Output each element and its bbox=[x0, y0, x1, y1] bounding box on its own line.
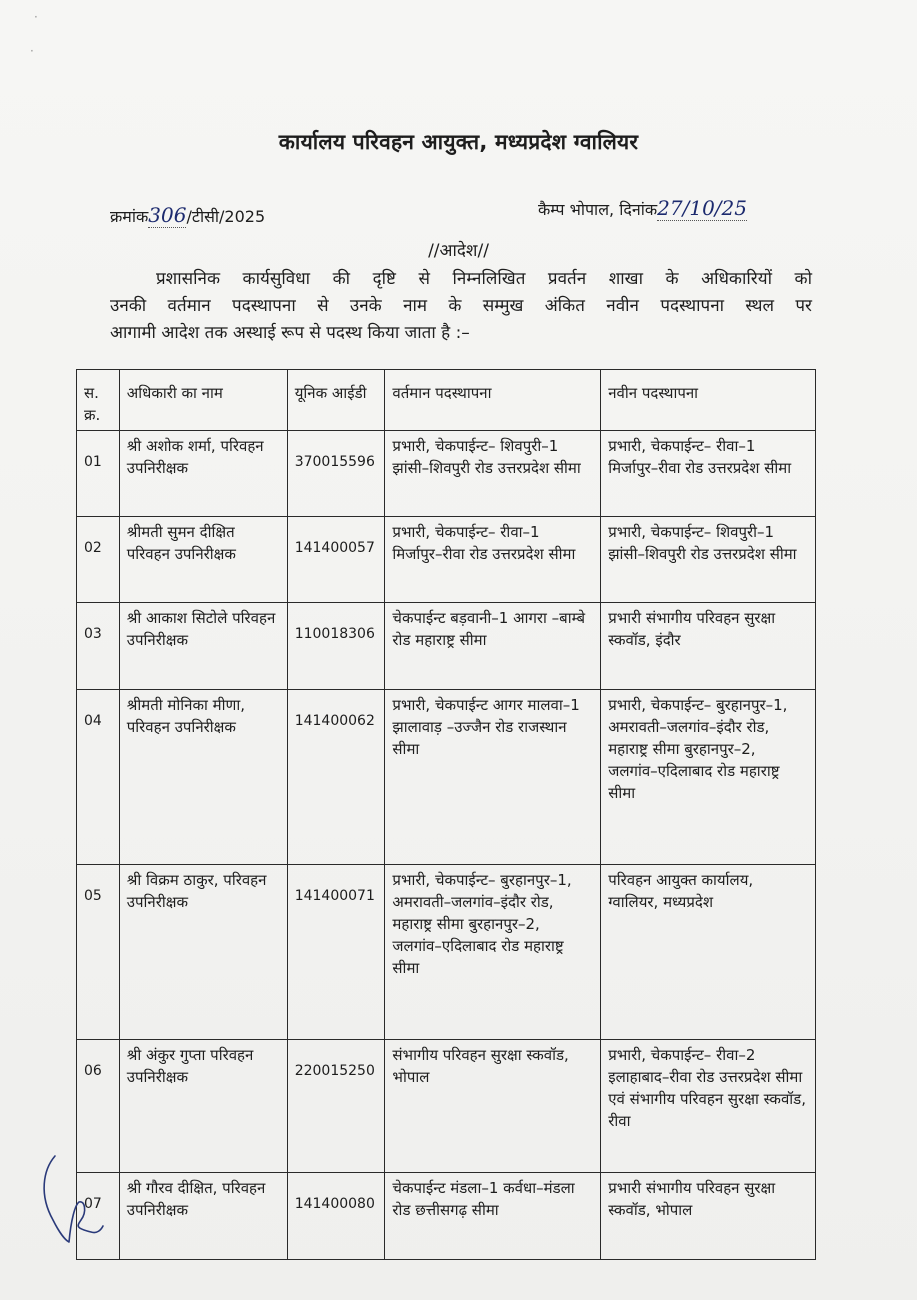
cell-new-posting: प्रभारी संभागीय परिवहन सुरक्षा स्कवॉड, भोपाल bbox=[601, 1173, 816, 1260]
intro-line-3: आगामी आदेश तक अस्थाई रूप से पदस्थ किया जाता है :– bbox=[110, 323, 470, 343]
cell-serial: 05 bbox=[77, 865, 120, 1040]
cell-serial: 03 bbox=[77, 603, 120, 690]
table-row bbox=[77, 865, 816, 1040]
cell-officer-name: श्री अंकुर गुप्ता परिवहन उपनिरीक्षक bbox=[119, 1040, 287, 1173]
header-officer-name: अधिकारी का नाम bbox=[119, 370, 287, 431]
cell-unique-id: 220015250 bbox=[287, 1040, 385, 1173]
camp-date bbox=[538, 196, 747, 220]
cell-current-posting: चेकपाईन्ट बड़वानी–1 आगरा –बाम्बे रोड महाराष्ट्र सीमा bbox=[385, 603, 601, 690]
order-heading: //आदेश// bbox=[428, 241, 489, 261]
cell-new-posting: परिवहन आयुक्त कार्यालय, ग्वालियर, मध्यप्रदेश bbox=[601, 865, 816, 1040]
cell-officer-name: श्री गौरव दीक्षित, परिवहन उपनिरीक्षक bbox=[119, 1173, 287, 1260]
cell-unique-id: 141400071 bbox=[287, 865, 385, 1040]
table-row bbox=[77, 603, 816, 690]
cell-new-posting: प्रभारी संभागीय परिवहन सुरक्षा स्कवॉड, इंदौर bbox=[601, 603, 816, 690]
handwritten-signature bbox=[35, 1150, 105, 1245]
cell-current-posting: संभागीय परिवहन सुरक्षा स्कवॉड, भोपाल bbox=[385, 1040, 601, 1173]
ref-suffix: /टीसी/2025 bbox=[186, 207, 266, 226]
office-title: कार्यालय परिवहन आयुक्त, मध्यप्रदेश ग्वालियर bbox=[278, 130, 639, 154]
cell-unique-id: 141400057 bbox=[287, 517, 385, 603]
header-serial: स. क्र. bbox=[77, 370, 120, 431]
header-new-posting: नवीन पदस्थापना bbox=[601, 370, 816, 431]
cell-new-posting: प्रभारी, चेकपाईन्ट– बुरहानपुर–1, अमरावती–जलगांव–इंदौर रोड, महाराष्ट्र सीमा बुरहानपुर–2, जलगांव–एदिलाबाद रोड महाराष्ट्र सीमा bbox=[601, 690, 816, 865]
intro-paragraph bbox=[110, 266, 812, 347]
cell-new-posting: प्रभारी, चेकपाईन्ट– शिवपुरी–1 झांसी–शिवपुरी रोड उत्तरप्रदेश सीमा bbox=[601, 517, 816, 603]
cell-serial: 06 bbox=[77, 1040, 120, 1173]
cell-officer-name: श्री अशोक शर्मा, परिवहन उपनिरीक्षक bbox=[119, 431, 287, 517]
scan-speck: · bbox=[34, 10, 38, 24]
table-header-row bbox=[77, 370, 816, 431]
cell-current-posting: चेकपाईन्ट मंडला–1 कर्वधा–मंडला रोड छत्तीसगढ़ सीमा bbox=[385, 1173, 601, 1260]
transfer-table bbox=[76, 369, 816, 1260]
scan-speck: · bbox=[30, 44, 34, 58]
cell-officer-name: श्री आकाश सिटोले परिवहन उपनिरीक्षक bbox=[119, 603, 287, 690]
cell-new-posting: प्रभारी, चेकपाईन्ट– रीवा–1 मिर्जापुर–रीवा रोड उत्तरप्रदेश सीमा bbox=[601, 431, 816, 517]
cell-officer-name: श्रीमती सुमन दीक्षित परिवहन उपनिरीक्षक bbox=[119, 517, 287, 603]
cell-unique-id: 370015596 bbox=[287, 431, 385, 517]
reference-number bbox=[110, 203, 265, 227]
table-row bbox=[77, 431, 816, 517]
intro-line-1: प्रशासनिक कार्यसुविधा की दृष्टि से निम्नलिखित प्रवर्तन शाखा के अधिकारियों को bbox=[156, 269, 812, 289]
header-current-posting: वर्तमान पदस्थापना bbox=[385, 370, 601, 431]
cell-officer-name: श्रीमती मोनिका मीणा, परिवहन उपनिरीक्षक bbox=[119, 690, 287, 865]
cell-current-posting: प्रभारी, चेकपाईन्ट आगर मालवा–1 झालावाड़ –उज्जैन रोड राजस्थान सीमा bbox=[385, 690, 601, 865]
header-unique-id: यूनिक आईडी bbox=[287, 370, 385, 431]
cell-unique-id: 141400062 bbox=[287, 690, 385, 865]
cell-current-posting: प्रभारी, चेकपाईन्ट– बुरहानपुर–1, अमरावती–जलगांव–इंदौर रोड, महाराष्ट्र सीमा बुरहानपुर–2, जलगांव–एदिलाबाद रोड महाराष्ट्र सीमा bbox=[385, 865, 601, 1040]
date-handwritten: 27/10/25 bbox=[657, 196, 747, 220]
cell-new-posting: प्रभारी, चेकपाईन्ट– रीवा–2 इलाहाबाद–रीवा रोड उत्तरप्रदेश सीमा एवं संभागीय परिवहन सुरक्षा स्कवॉड, रीवा bbox=[601, 1040, 816, 1173]
cell-serial: 07 bbox=[77, 1173, 120, 1260]
cell-unique-id: 110018306 bbox=[287, 603, 385, 690]
table-row bbox=[77, 1040, 816, 1173]
table-row bbox=[77, 1173, 816, 1260]
table-row bbox=[77, 517, 816, 603]
cell-current-posting: प्रभारी, चेकपाईन्ट– रीवा–1 मिर्जापुर–रीवा रोड उत्तरप्रदेश सीमा bbox=[385, 517, 601, 603]
intro-line-2: उनकी वर्तमान पदस्थापना से उनके नाम के सम्मुख अंकित नवीन पदस्थापना स्थल पर bbox=[110, 296, 812, 316]
cell-current-posting: प्रभारी, चेकपाईन्ट– शिवपुरी–1 झांसी–शिवपुरी रोड उत्तरप्रदेश सीमा bbox=[385, 431, 601, 517]
cell-serial: 01 bbox=[77, 431, 120, 517]
cell-officer-name: श्री विक्रम ठाकुर, परिवहन उपनिरीक्षक bbox=[119, 865, 287, 1040]
cell-serial: 04 bbox=[77, 690, 120, 865]
ref-prefix: क्रमांक bbox=[110, 207, 149, 226]
cell-unique-id: 141400080 bbox=[287, 1173, 385, 1260]
ref-number-handwritten: 306 bbox=[148, 203, 187, 227]
cell-serial: 02 bbox=[77, 517, 120, 603]
camp-label: कैम्प भोपाल, दिनांक bbox=[538, 200, 658, 219]
table-row bbox=[77, 690, 816, 865]
